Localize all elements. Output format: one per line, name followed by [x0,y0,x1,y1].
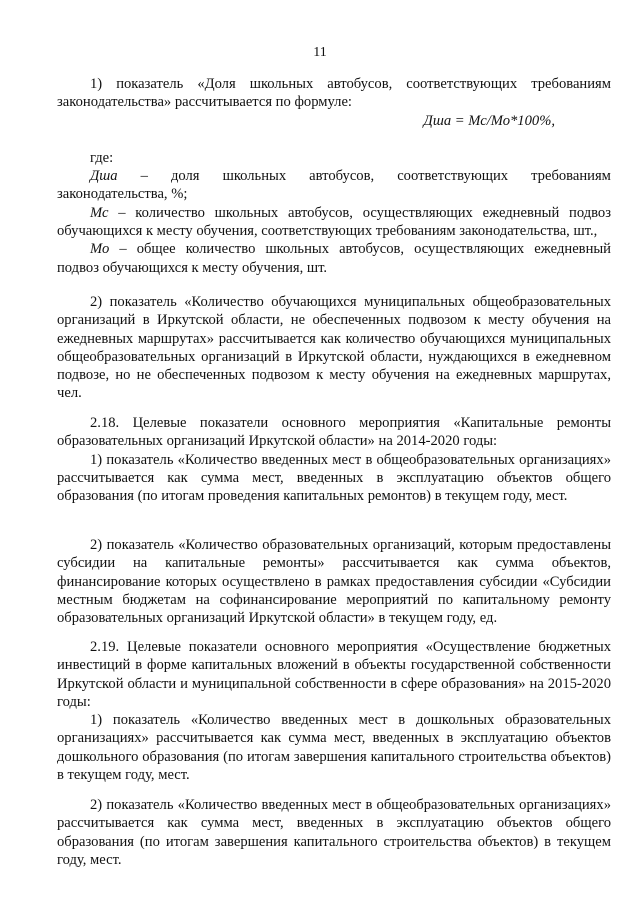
school-bus-indicator-section [57,75,611,277]
definition-mc-term: Мс [90,204,109,221]
definition-mo-term: Мо [90,241,110,258]
school-bus-indicator-text: 1) показатель «Доля школьных автобусов, соответствующих требованиям законодательства» рассчитывается по формуле: [57,76,611,111]
definition-dsha-word: школьных [222,168,287,185]
definition-mo [57,240,611,277]
definition-mo-text: – общее количество школьных автобусов, осуществляющих ежедневный подвоз обучающихся к месту обучения, шт. [57,241,611,276]
definition-dsha-line [57,167,611,185]
definition-dsha-word: соответствующих [397,168,509,185]
definition-dsha-word: требованиям [531,168,611,185]
students-transport-section [57,293,611,403]
definition-mc [57,204,611,241]
section-2-18-indicator-1: 1) показатель «Количество введенных мест в общеобразовательных организациях» рассчитывается как сумма мест, введенных в эксплуатацию объектов общего образования (по итогам проведения капитальных ремонтов) в текущем году, мест. [57,451,611,505]
definition-dsha-word: автобусов, [309,168,375,185]
section-2-19-indicator-2-block [57,796,611,869]
definition-dsha-tail: законодательства, %; [57,186,188,203]
section-2-18 [57,414,611,505]
students-transport-indicator-text: 2) показатель «Количество обучающихся муниципальных общеобразовательных организаций в Иркутской области, не обеспеченных подвозом к месту обучения на ежедневных маршрутах» рассчитывается как количество обучающихся муниципальных общеобразовательных организаций в Иркутской области, нуждающихся в ежедневном подвозе, но не обеспеченных подвозом к месту обучения на ежедневных маршрутах, чел. [57,294,611,402]
section-2-18-indicator-2: 2) показатель «Количество образовательных организаций, которым предоставлены субсидии на капитальные ремонты» рассчитывается как сумма объектов, финансирование которых осуществлено в рамках предоставления субсидии «Субсидии местным бюджетам на софинансирование мероприятий по капитальному ремонту образовательных организаций Иркутской области» в текущем году, ед. [57,537,611,627]
section-2-18-heading: 2.18. Целевые показатели основного мероприятия «Капитальные ремонты образовательных организаций Иркутской области» на 2014-2020 годы: [57,415,611,450]
definition-dsha-word: доля [171,168,200,185]
definition-mc-text: – количество школьных автобусов, осуществляющих ежедневный подвоз обучающихся к месту обучения, соответствующих требованиям законодательства, шт., [57,204,611,240]
section-2-19-indicator-2: 2) показатель «Количество введенных мест в общеобразовательных организациях» рассчитывается как сумма мест, введенных в эксплуатацию объектов общего образования (по итогам завершения капитального строительства объектов) в текущем году, мест. [57,797,611,868]
definition-dsha-term: Дша [90,168,118,185]
section-2-19-heading: 2.19. Целевые показатели основного мероприятия «Осуществление бюджетных инвестиций в форме капитальных вложений в объекты государственной собственности Иркутской области и муниципальной собственности в сфере образования» на 2015-2020 годы: [57,639,611,710]
school-bus-formula: Дша = Мс/Мо*100%, [423,112,555,129]
definition-dsha-word: – [140,168,148,185]
section-2-19 [57,638,611,784]
where-label: где: [90,149,114,166]
page-number: 11 [313,45,327,60]
section-2-18-indicator-2-block [57,536,611,627]
section-2-19-indicator-1: 1) показатель «Количество введенных мест в дошкольных образовательных организациях» рассчитывается как сумма мест, введенных в эксплуатацию объектов дошкольного образования (по итогам завершения капитального строительства объектов) в текущем году, мест. [57,712,611,784]
